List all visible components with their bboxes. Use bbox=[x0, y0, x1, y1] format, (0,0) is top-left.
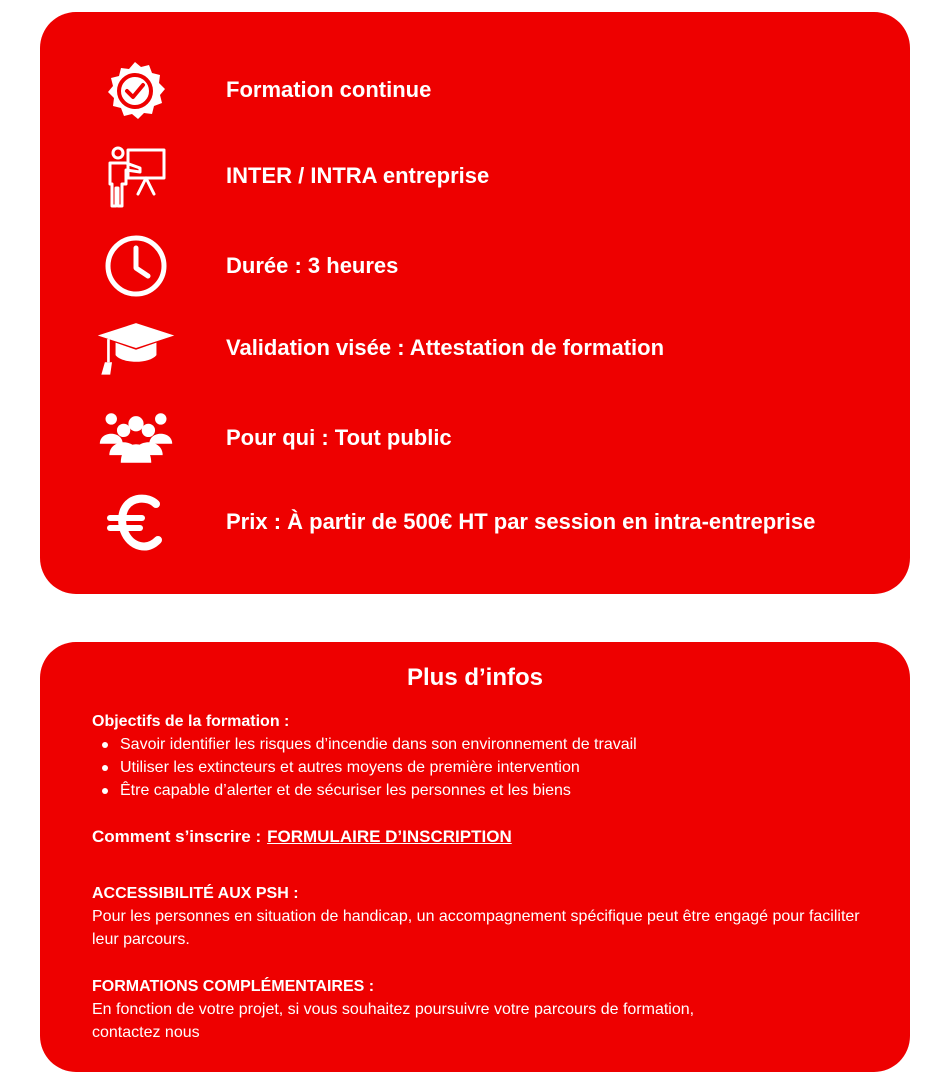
list-item: Être capable d’alerter et de sécuriser les personnes et les biens bbox=[92, 779, 882, 802]
euro-icon bbox=[96, 492, 176, 552]
feature-inter-intra bbox=[40, 146, 910, 206]
feature-formation bbox=[40, 60, 910, 120]
complementary-heading: FORMATIONS COMPLÉMENTAIRES : bbox=[92, 978, 375, 995]
clock-icon bbox=[96, 236, 176, 296]
complementary-section bbox=[92, 975, 882, 1044]
accessibility-heading: ACCESSIBILITÉ AUX PSH : bbox=[92, 885, 299, 902]
feature-audience bbox=[40, 408, 910, 468]
graduation-cap-icon bbox=[96, 318, 176, 378]
complementary-text-line2: contactez nous bbox=[92, 1024, 200, 1041]
feature-duration bbox=[40, 236, 910, 296]
registration-section bbox=[92, 825, 882, 848]
certified-badge-icon bbox=[96, 60, 176, 120]
feature-price bbox=[40, 492, 910, 552]
features-card bbox=[40, 12, 910, 594]
feature-label: INTER / INTRA entreprise bbox=[226, 163, 490, 188]
feature-validation bbox=[40, 318, 910, 378]
complementary-text-line1: En fonction de votre projet, si vous souhaitez poursuivre votre parcours de formation, bbox=[92, 1001, 695, 1018]
objectives-list bbox=[92, 733, 882, 802]
accessibility-section bbox=[92, 882, 882, 951]
registration-form-link[interactable]: FORMULAIRE D’INSCRIPTION bbox=[267, 827, 512, 846]
registration-label: Comment s’inscrire : bbox=[92, 827, 262, 846]
list-item: Savoir identifier les risques d’incendie dans son environnement de travail bbox=[92, 733, 882, 756]
feature-label: Durée : 3 heures bbox=[226, 253, 399, 278]
info-title: Plus d’infos bbox=[406, 664, 543, 691]
feature-label: Validation visée : Attestation de formation bbox=[226, 335, 665, 360]
objectives-heading: Objectifs de la formation : bbox=[92, 713, 290, 730]
objectives-section bbox=[92, 710, 882, 802]
presenter-board-icon bbox=[96, 146, 176, 206]
group-people-icon bbox=[96, 408, 176, 468]
feature-label: Pour qui : Tout public bbox=[226, 425, 452, 450]
feature-label: Formation continue bbox=[226, 77, 432, 102]
feature-label: Prix : À partir de 500€ HT par session en intra-entreprise bbox=[226, 509, 816, 534]
list-item: Utiliser les extincteurs et autres moyens de première intervention bbox=[92, 756, 882, 779]
accessibility-text: Pour les personnes en situation de handicap, un accompagnement spécifique peut être engagé pour faciliter leur parcours. bbox=[92, 908, 860, 948]
info-card bbox=[40, 642, 910, 1072]
